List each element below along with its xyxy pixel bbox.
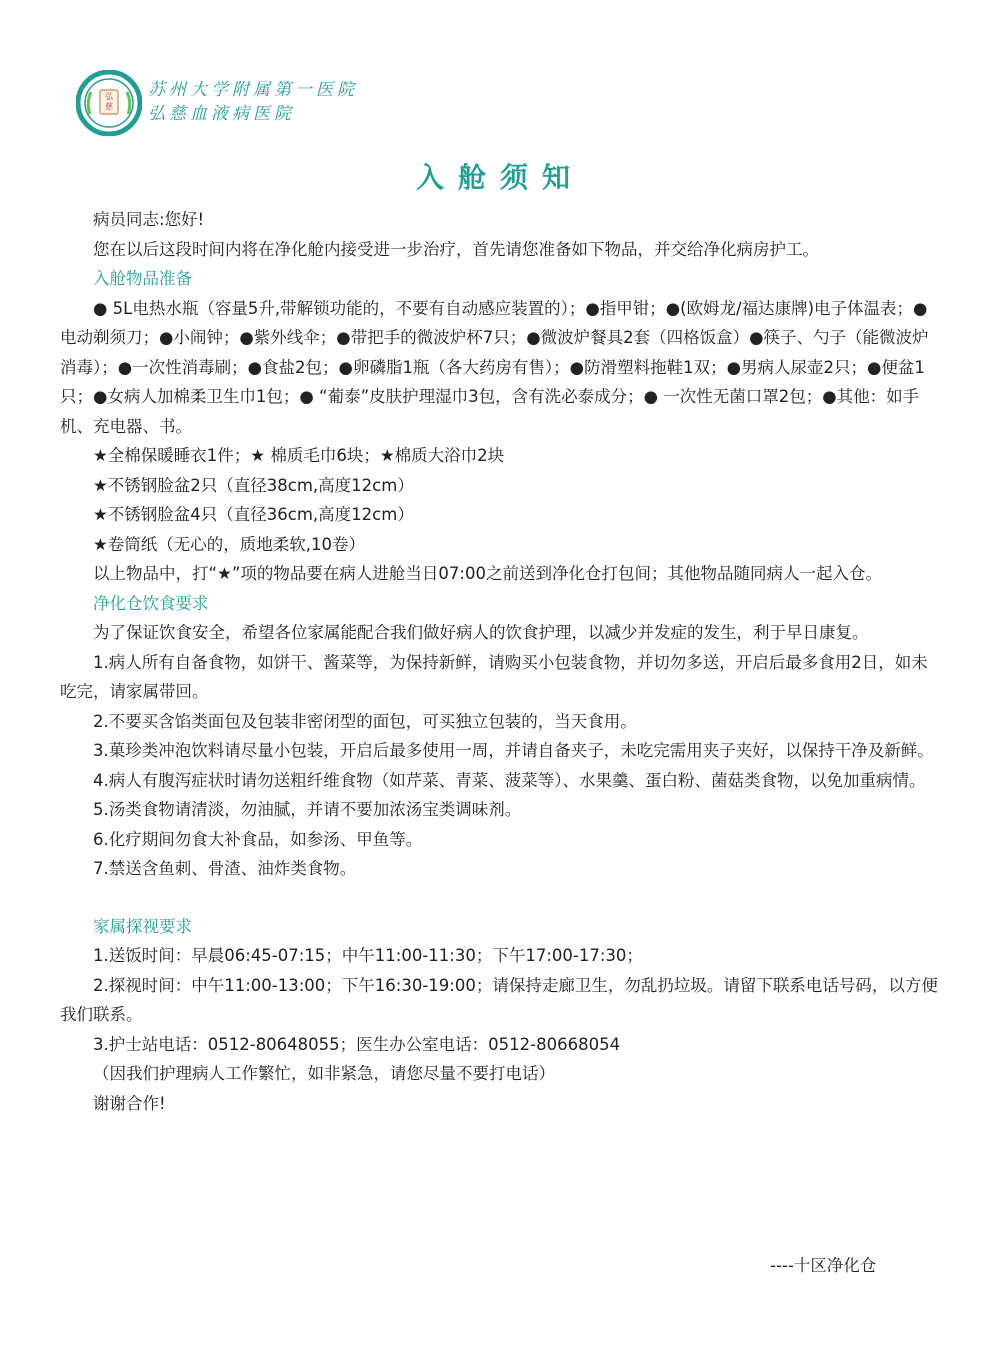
diet-rule: 2.不要买含馅类面包及包装非密闭型的面包，可买独立包装的，当天食用。 [93,711,637,731]
page-title: 入舱须知 [415,161,584,194]
diet-rule: 5.汤类食物请清淡，勿油腻，并请不要加浓汤宝类调味剂。 [93,800,522,819]
logo-text: 弘 慈 [105,92,113,111]
diet-rule: 3.菓珍类冲泡饮料请尽量小包装，开启后最多使用一周，并请自备夹子，未吃完需用夹子夹好，以保持干净及新鲜。 [93,741,934,760]
section-heading-supplies: 入舱物品准备 [93,269,192,288]
hospital-name-line1: 苏州大学附属第一医院 [148,80,358,100]
diet-rule: 1.病人所有自备食物，如饼干、酱菜等，为保持新鲜，请购买小包装食物，并切勿多送，开启后最多食用2日，如未吃完，请家属带回。 [60,652,928,701]
diet-rule: 4.病人有腹泻症状时请勿送粗纤维食物（如芹菜、青菜、菠菜等）、水果羹、蛋白粉、菌菇类食物，以免加重病情。 [93,770,926,790]
hospital-logo [76,70,142,136]
supplies-note: 以上物品中，打“★”项的物品要在病人进舱当日07:00之前送到净化仓打包间；其他物品随同病人一起入仓。 [93,564,882,583]
notice-body [60,205,940,1118]
star-item: ★不锈钢脸盆2只（直径38cm,高度12cm） [93,475,414,495]
intro-text: 您在以后这段时间内将在净化舱内接受进一步治疗，首先请您准备如下物品，并交给净化病房护工。 [93,239,819,259]
signature: ----十区净化仓 [770,1256,877,1275]
section-heading-visiting: 家属探视要求 [93,916,192,936]
hospital-name-line2: 弘慈血液病医院 [148,104,295,124]
section-spacer [60,884,940,912]
visiting-rule: 2.探视时间：中午11:00-13:00；下午16:30-19:00；请保持走廊卫生，勿乱扔垃圾。请留下联系电话号码，以方便我们联系。 [60,975,938,1024]
greeting: 病员同志:您好! [93,210,205,229]
star-item: ★全棉保暖睡衣1件；★ 棉质毛巾6块；★棉质大浴巾2块 [93,446,505,465]
diet-intro: 为了保证饮食安全，希望各位家属能配合我们做好病人的饮食护理，以减少并发症的发生，利于早日康复。 [93,623,869,642]
visiting-rule: 3.护士站电话：0512-80648055；医生办公室电话：0512-80668054 [93,1034,621,1054]
visiting-note: （因我们护理病人工作繁忙，如非紧急，请您尽量不要打电话） [93,1064,555,1083]
visiting-rule: 1.送饭时间：早晨06:45-07:15；中午11:00-11:30；下午17:00-17:30； [93,946,643,965]
star-item: ★不锈钢脸盆4只（直径36cm,高度12cm） [93,505,414,524]
diet-rule: 7.禁送含鱼刺、骨渣、油炸类食物。 [93,859,357,878]
supplies-list: ● 5L电热水瓶（容量5升,带解锁功能的，不要有自动感应装置的）；●指甲钳；●(欧姆龙/福达康牌)电子体温表；●电动剃须刀；●小闹钟；●紫外线伞；●带把手的微波炉杯7只；●微波炉餐具2套（四格饭盒）●筷子、勺子（能微波炉消毒）；●一次性消毒刷；●食盐2包；●卵磷脂1瓶（各大药房有售）；●防滑塑料拖鞋1双；●男病人尿壶2只；●便盆1只；●女病人加棉柔卫生巾1包；● “葡泰”皮肤护理湿巾3包，含有洗必泰成分；● 一次性无菌口罩2包；●其他：如手机、充电器、书。 [60,298,929,436]
section-heading-diet: 净化仓饮食要求 [93,593,209,613]
thanks-text: 谢谢合作! [93,1093,166,1113]
star-item: ★卷筒纸（无心的，质地柔软,10卷） [93,534,366,554]
diet-rule: 6.化疗期间勿食大补食品，如参汤、甲鱼等。 [93,829,423,849]
